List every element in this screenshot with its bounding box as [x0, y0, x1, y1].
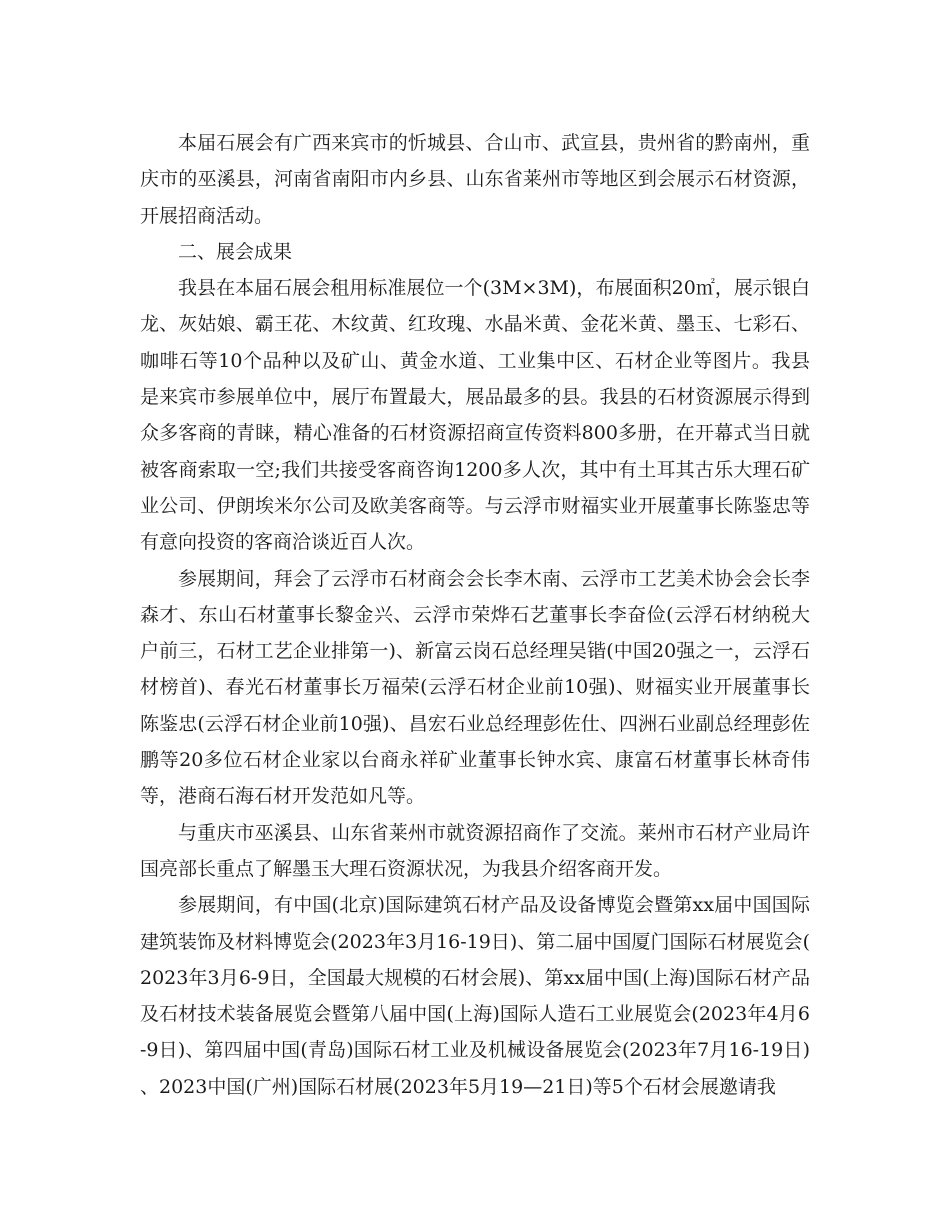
paragraph-exchange: 与重庆市巫溪县、山东省莱州市就资源招商作了交流。莱州市石材产业局许国亮部长重点了解墨玉大理石资源状况，为我县介绍客商开发。 [140, 821, 810, 880]
paragraph-exhibitors: 本届石展会有广西来宾市的忻城县、合山市、武宣县，贵州省的黔南州，重庆市的巫溪县，河南省南阳市内乡县、山东省莱州市等地区到会展示石材资源，开展招商活动。 [140, 132, 810, 227]
paragraph-visits: 参展期间，拜会了云浮市石材商会会长李木南、云浮市工艺美术协会会长李森才、东山石材董事长黎金兴、云浮市荣烨石艺董事长李奋俭(云浮石材纳税大户前三，石材工艺企业排第一)、新富云岗石总经理吴锴(中国20强之一，云浮石材榜首)、春光石材董事长万福荣(云浮石材企业前10强)、财福实业开展董事长陈鉴忠(云浮石材企业前10强)、昌宏石业总经理彭佐仕、四洲石业副总经理彭佐鹏等20多位石材企业家以台商永祥矿业董事长钟水宾、康富石材董事长林奇伟等，港商石海石材开发范如凡等。 [140, 567, 810, 808]
section-heading-results: 二、展会成果 [178, 240, 293, 263]
paragraph-booth-results: 我县在本届石展会租用标准展位一个(3M×3M)，布展面积20㎡，展示银白龙、灰姑娘、霸王花、木纹黄、红玫瑰、水晶米黄、金花米黄、墨玉、七彩石、咖啡石等10个品种以及矿山、黄金水道、工业集中区、石材企业等图片。我县是来宾市参展单位中，展厅布置最大，展品最多的县。我县的石材资源展示得到众多客商的青睐，精心准备的石材资源招商宣传资料800多册，在开幕式当日就被客商索取一空;我们共接受客商咨询1200多人次，其中有土耳其古乐大理石矿业公司、伊朗埃米尔公司及欧美客商等。与云浮市财福实业开展董事长陈鉴忠等有意向投资的客商洽谈近百人次。 [140, 277, 810, 554]
document-body [140, 125, 810, 1105]
paragraph-invitations: 参展期间，有中国(北京)国际建筑石材产品及设备博览会暨第xx届中国国际建筑装饰及材料博览会(2023年3月16-19日)、第二届中国厦门国际石材展览会(2023年3月6-9日，全国最大规模的石材会展)、第xx届中国(上海)国际石材产品及石材技术装备展览会暨第八届中国(上海)国际人造石工业展览会(2023年4月6-9日)、第四届中国(青岛)国际石材工业及机械设备展览会(2023年7月16-19日)、2023中国(广州)国际石材展(2023年5月19—21日)等5个石材会展邀请我 [140, 894, 810, 1098]
